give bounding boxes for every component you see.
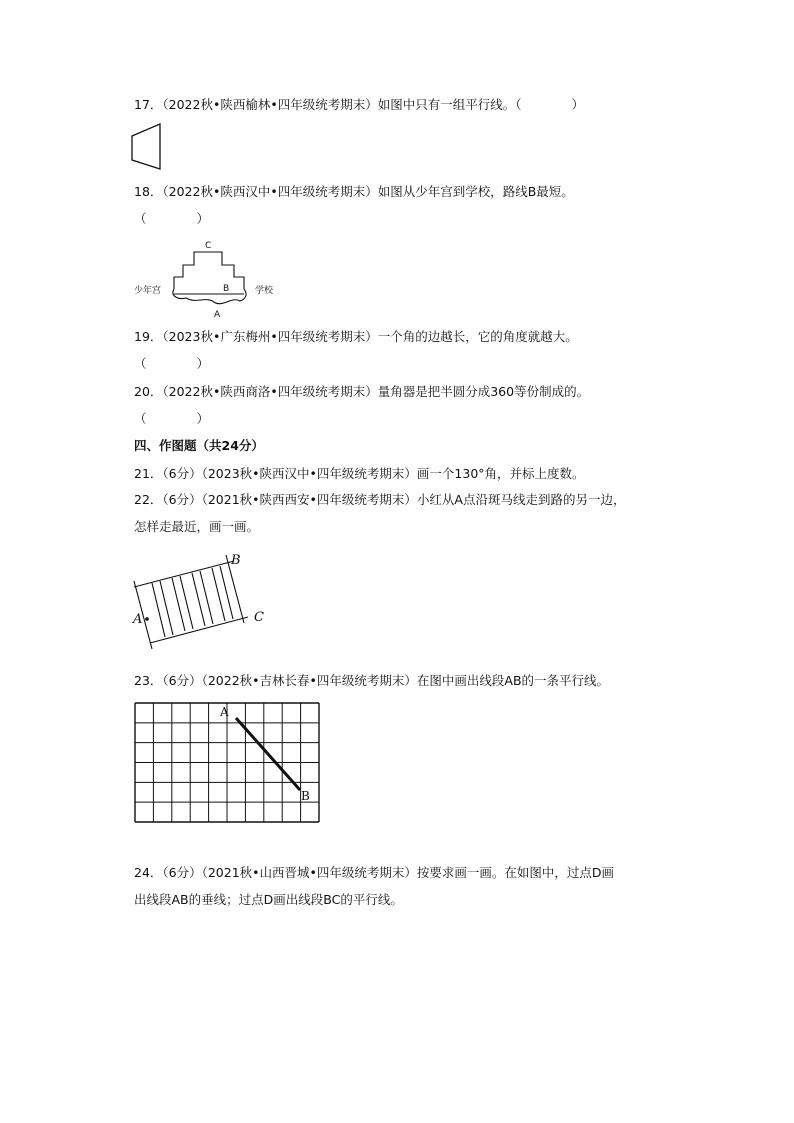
route-c-path bbox=[174, 252, 244, 289]
grid-lines bbox=[135, 703, 319, 822]
point-a bbox=[145, 617, 149, 621]
label-b: B bbox=[231, 553, 241, 568]
label-c: C bbox=[254, 610, 264, 625]
grid-label-b: B bbox=[301, 789, 310, 803]
question-20-answer-blank[interactable]: （ ） bbox=[134, 411, 210, 426]
grid-figure bbox=[134, 702, 320, 823]
crosswalk-top bbox=[134, 561, 234, 587]
label-route-a: A bbox=[214, 310, 221, 320]
trapezoid-shape bbox=[132, 124, 160, 169]
crosswalk-figure bbox=[130, 549, 275, 649]
question-20: 20．（2022秋•陕西商洛•四年级统考期末）量角器是把半圆分成360等份制成的。 bbox=[134, 384, 590, 399]
trapezoid-figure bbox=[130, 122, 164, 172]
label-a: A bbox=[133, 612, 143, 627]
grid-label-a: A bbox=[220, 705, 229, 719]
label-route-b: B bbox=[223, 284, 230, 294]
label-start: 少年宫 bbox=[134, 286, 162, 296]
section-4-title: 四、作图题（共24分） bbox=[134, 438, 264, 453]
question-18-answer-blank[interactable]: （ ） bbox=[134, 211, 210, 226]
question-19-answer-blank[interactable]: （ ） bbox=[134, 356, 210, 371]
route-figure bbox=[134, 238, 294, 320]
question-24-line-1: 24．（6分）（2021秋•山西晋城•四年级统考期末）按要求画一画。在如图中，过点D画 bbox=[134, 865, 615, 880]
route-a-path bbox=[173, 289, 246, 304]
question-22-line-2: 怎样走最近，画一画。 bbox=[134, 519, 260, 534]
question-22-line-1: 22．（6分）（2021秋•陕西西安•四年级统考期末）小红从A点沿斑马线走到路的另一边， bbox=[134, 492, 626, 507]
label-route-c: C bbox=[205, 241, 212, 251]
question-18: 18．（2022秋•陕西汉中•四年级统考期末）如图从少年宫到学校，路线B最短。 bbox=[134, 184, 574, 199]
crosswalk-stripes bbox=[152, 566, 233, 637]
question-23: 23．（6分）（2022秋•吉林长春•四年级统考期末）在图中画出线段AB的一条平行线。 bbox=[134, 673, 610, 688]
question-17: 17．（2022秋•陕西榆林•四年级统考期末）如图中只有一组平行线。（ ） bbox=[134, 97, 584, 112]
question-24-line-2: 出线段AB的垂线；过点D画出线段BC的平行线。 bbox=[134, 892, 403, 907]
question-19: 19．（2023秋•广东梅州•四年级统考期末）一个角的边越长，它的角度就越大。 bbox=[134, 329, 578, 344]
question-21: 21．（6分）（2023秋•陕西汉中•四年级统考期末）画一个130°角，并标上度数。 bbox=[134, 466, 585, 481]
crosswalk-bottom bbox=[150, 617, 248, 643]
label-end: 学校 bbox=[255, 286, 274, 296]
